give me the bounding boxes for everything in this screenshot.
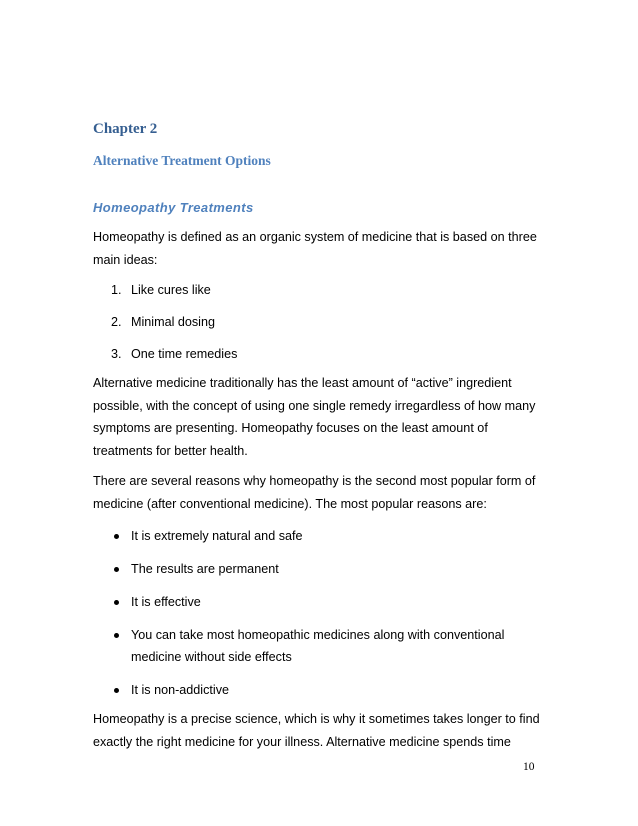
- list-item-text: One time remedies: [131, 347, 238, 361]
- section-heading: Homeopathy Treatments: [93, 200, 254, 215]
- paragraph-reasons: There are several reasons why homeopathy is the second most popular form of medicine (after conventional medicine). The most popular reasons are:: [93, 474, 536, 511]
- page-number: 10: [523, 761, 535, 773]
- list-item-text: It is extremely natural and safe: [131, 529, 303, 543]
- list-number: 3.: [111, 347, 122, 361]
- paragraph-precise-science: Homeopathy is a precise science, which is why it sometimes takes longer to find exactly the right medicine for your illness. Alternative medicine spends time: [93, 712, 540, 749]
- bullet-icon: [114, 633, 119, 638]
- bullet-icon: [114, 567, 119, 572]
- list-item-text: You can take most homeopathic medicines along with conventional medicine without side effects: [131, 628, 505, 664]
- bullet-icon: [114, 688, 119, 693]
- list-item-text: Like cures like: [131, 283, 211, 297]
- bullet-icon: [114, 600, 119, 605]
- list-item-text: The results are permanent: [131, 562, 279, 576]
- list-item-text: It is non-addictive: [131, 683, 230, 697]
- chapter-title: Chapter 2: [93, 121, 158, 137]
- list-item-text: Minimal dosing: [131, 315, 215, 329]
- paragraph-active-ingredient: Alternative medicine traditionally has the least amount of “active” ingredient possible, with the concept of using one single remedy irregardless of how many symptoms are presenting. Homeopathy focuses on the least amount of treatments for better health.: [93, 376, 536, 458]
- chapter-subtitle: Alternative Treatment Options: [93, 153, 271, 168]
- list-item-text: It is effective: [131, 595, 201, 609]
- bullet-icon: [114, 534, 119, 539]
- paragraph-intro: Homeopathy is defined as an organic system of medicine that is based on three main ideas:: [93, 230, 537, 267]
- list-number: 2.: [111, 315, 122, 329]
- list-number: 1.: [111, 283, 122, 297]
